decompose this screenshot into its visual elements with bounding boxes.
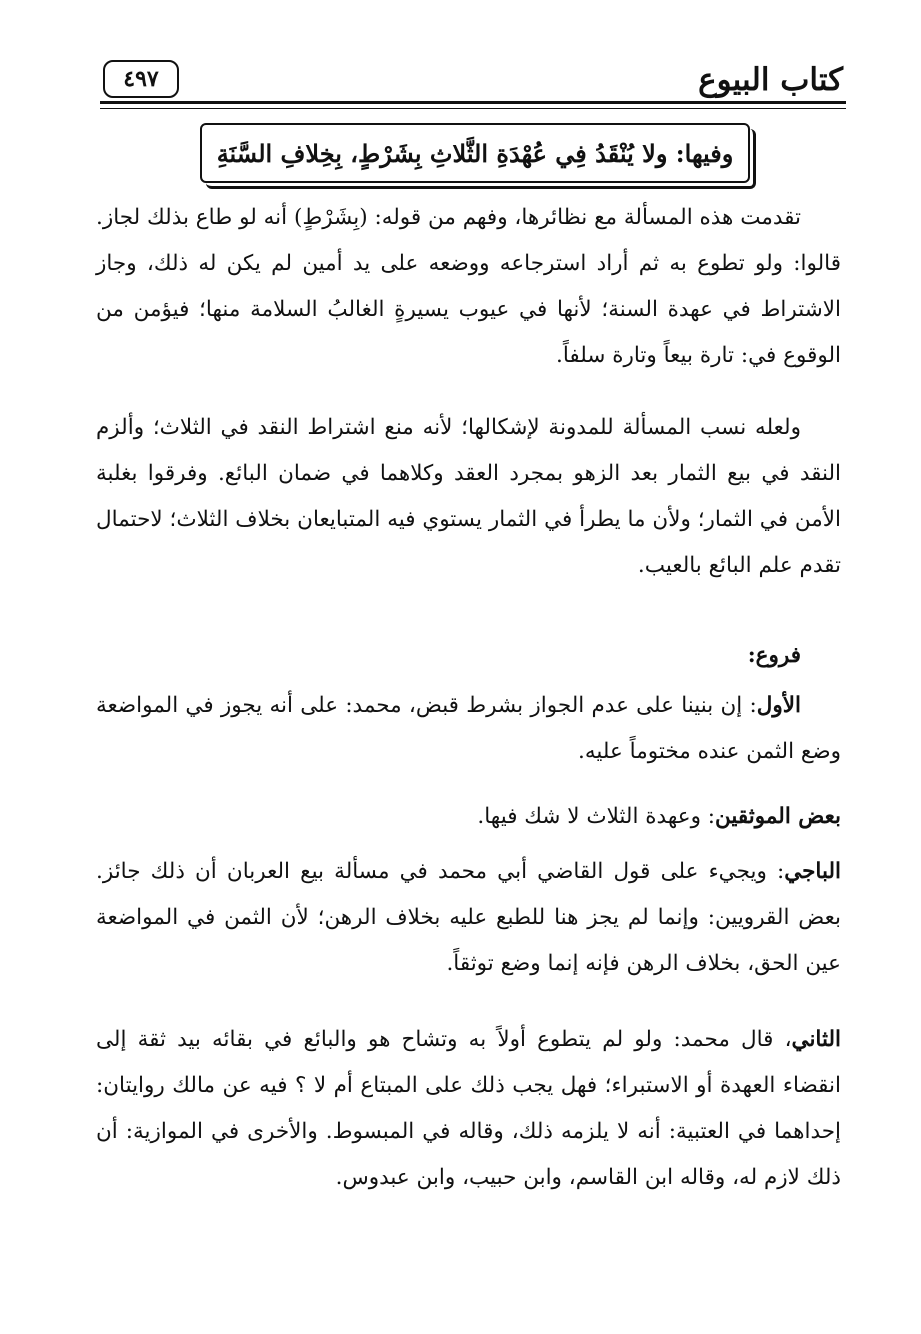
paragraph-text: : وعهدة الثلاث لا شك فيها.	[477, 804, 716, 829]
paragraph-muwaththiqin	[96, 794, 841, 840]
lead-word: الباجي	[784, 859, 841, 884]
header-rule	[100, 101, 846, 104]
paragraph-text: : ويجيء على قول القاضي أبي محمد في مسألة بيع العربان أن ذلك جائز. بعض القرويين: وإنما لم يجز هنا للطبع عليه بخلاف الرهن؛ لأن الثمن في المواضعة عين الحق، بخلاف الرهن فإنه إنما وضع توثقاً.	[96, 859, 841, 976]
furu-heading-block	[96, 633, 841, 679]
paragraph-text: : إن بنينا على عدم الجواز بشرط قبض، محمد: على أنه يجوز في المواضعة وضع الثمن عنده مختوماً عليه.	[96, 693, 841, 764]
furu-heading: فروع:	[747, 643, 801, 668]
paragraph-1	[96, 195, 841, 379]
paragraph-first-branch	[96, 683, 841, 775]
book-title: كتاب البيوع	[698, 62, 843, 98]
paragraph-second-branch	[96, 1017, 841, 1201]
matn-text: وفيها: ولا يُنْقَدُ فِي عُهْدَةِ الثَّلاثِ بِشَرْطٍ، بِخِلافِ السَّنَةِ	[216, 138, 734, 168]
page-number: ٤٩٧	[103, 60, 179, 98]
matn-box	[200, 123, 750, 183]
paragraph-baji	[96, 849, 841, 987]
lead-word: بعض الموثقين	[715, 804, 841, 829]
lead-word: الأول	[756, 693, 801, 718]
paragraph-text: تقدمت هذه المسألة مع نظائرها، وفهم من قوله: (بِشَرْطٍ) أنه لو طاع بذلك لجاز. قالوا: ولو تطوع به ثم أراد استرجاعه ووضعه على يد أمين لم يكن له ذلك، وجاز الاشتراط في عهدة السنة؛ لأنها في عيوب يسيرةٍ الغالبُ السلامة منها؛ فيؤمن من الوقوع في: تارة بيعاً وتارة سلفاً.	[96, 205, 841, 368]
header-rule-thin	[100, 108, 846, 109]
paragraph-text: ، قال محمد: ولو لم يتطوع أولاً به وتشاح هو والبائع في بقائه بيد ثقة إلى انقضاء العهدة أو الاستبراء؛ فهل يجب ذلك على المبتاع أم لا ؟ فيه عن مالك روايتان: إحداهما في العتبية: أنه لا يلزمه ذلك، وقاله في المبسوط. والأخرى في الموازية: أن ذلك لازم له، وقاله ابن القاسم، وابن حبيب، وابن عبدوس.	[96, 1027, 841, 1190]
paragraph-2	[96, 405, 841, 589]
lead-word: الثاني	[791, 1027, 841, 1052]
paragraph-text: ولعله نسب المسألة للمدونة لإشكالها؛ لأنه منع اشتراط النقد في الثلاث؛ وألزم النقد في بيع الثمار بعد الزهو بمجرد العقد وكلاهما في ضمان البائع. وفرقوا بغلبة الأمن في الثمار؛ ولأن ما يطرأ في الثمار يستوي فيه المتبايعان بخلاف الثلاث؛ لاحتمال تقدم علم البائع بالعيب.	[96, 415, 841, 578]
